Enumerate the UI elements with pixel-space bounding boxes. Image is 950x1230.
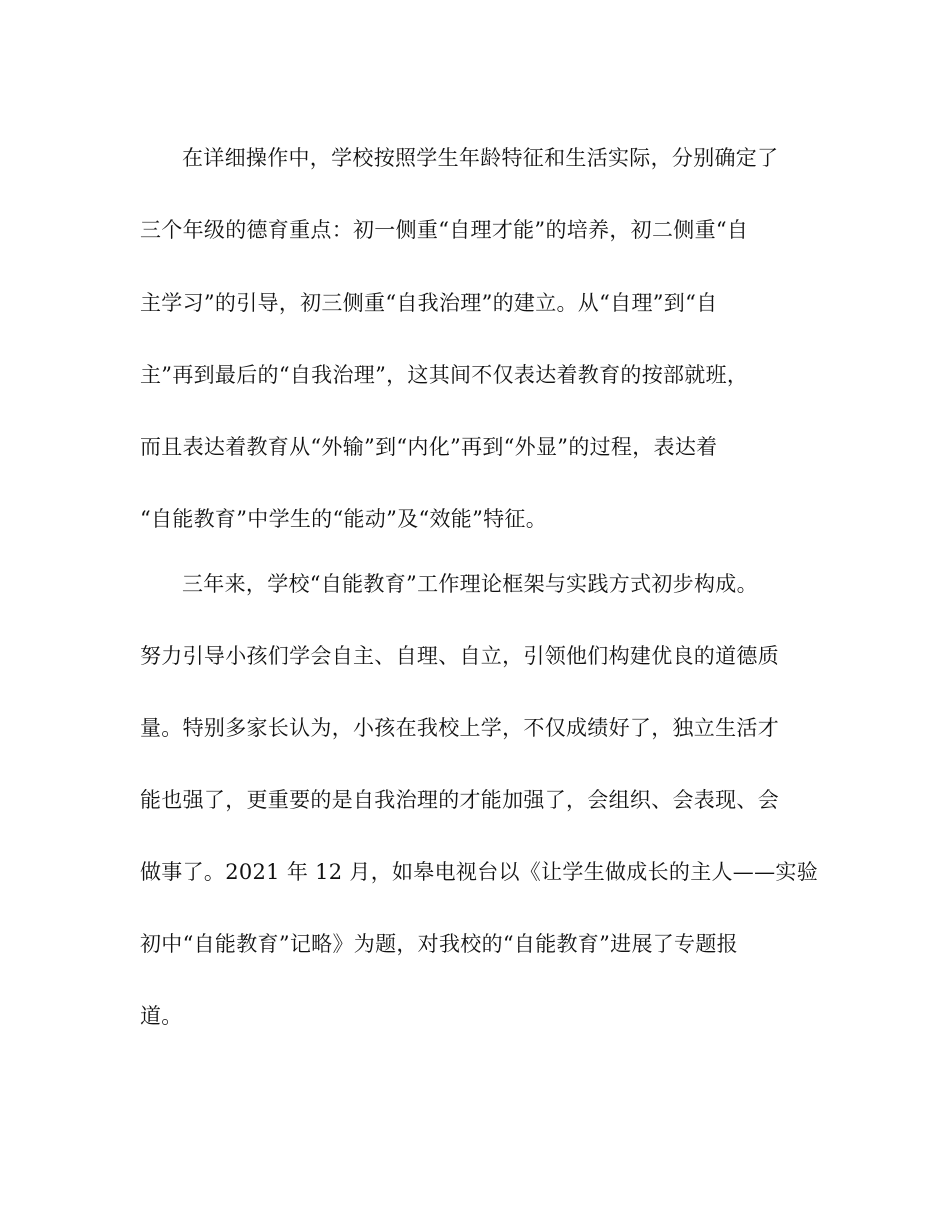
paragraph-2-line-5: 做事了。2021 年 12 月，如皋电视台以《让学生做成长的主人——实验 [140, 860, 818, 884]
paragraph-2-line-3: 量。特别多家长认为，小孩在我校上学，不仅成绩好了，独立生活才 [140, 716, 779, 740]
paragraph-1-line-6: “自能教育”中学生的“能动”及“效能”特征。 [140, 507, 548, 531]
paragraph-2-line-6: 初中“自能教育”记略》为题，对我校的“自能教育”进展了专题报 [140, 932, 738, 956]
paragraph-2-line-1: 三年来，学校“自能教育”工作理论框架与实践方式初步构成。 [182, 572, 758, 596]
paragraph-1-line-2: 三个年级的德育重点：初一侧重“自理才能”的培养，初二侧重“自 [140, 218, 749, 242]
paragraph-1-line-4: 主”再到最后的“自我治理”，这其间不仅表达着教育的按部就班， [140, 363, 749, 387]
paragraph-2-line-7: 道。 [140, 1004, 183, 1028]
paragraph-1-line-5: 而且表达着教育从“外输”到“内化”再到“外显”的过程，表达着 [140, 435, 718, 459]
paragraph-2-line-2: 努力引导小孩们学会自主、自理、自立，引领他们构建优良的道德质 [140, 644, 779, 668]
paragraph-1-line-3: 主学习”的引导，初三侧重“自我治理”的建立。从“自理”到“自 [140, 291, 718, 315]
paragraph-1-line-1: 在详细操作中，学校按照学生年龄特征和生活实际，分别确定了 [182, 146, 779, 170]
paragraph-2-line-4: 能也强了，更重要的是自我治理的才能加强了，会组织、会表现、会 [140, 788, 779, 812]
